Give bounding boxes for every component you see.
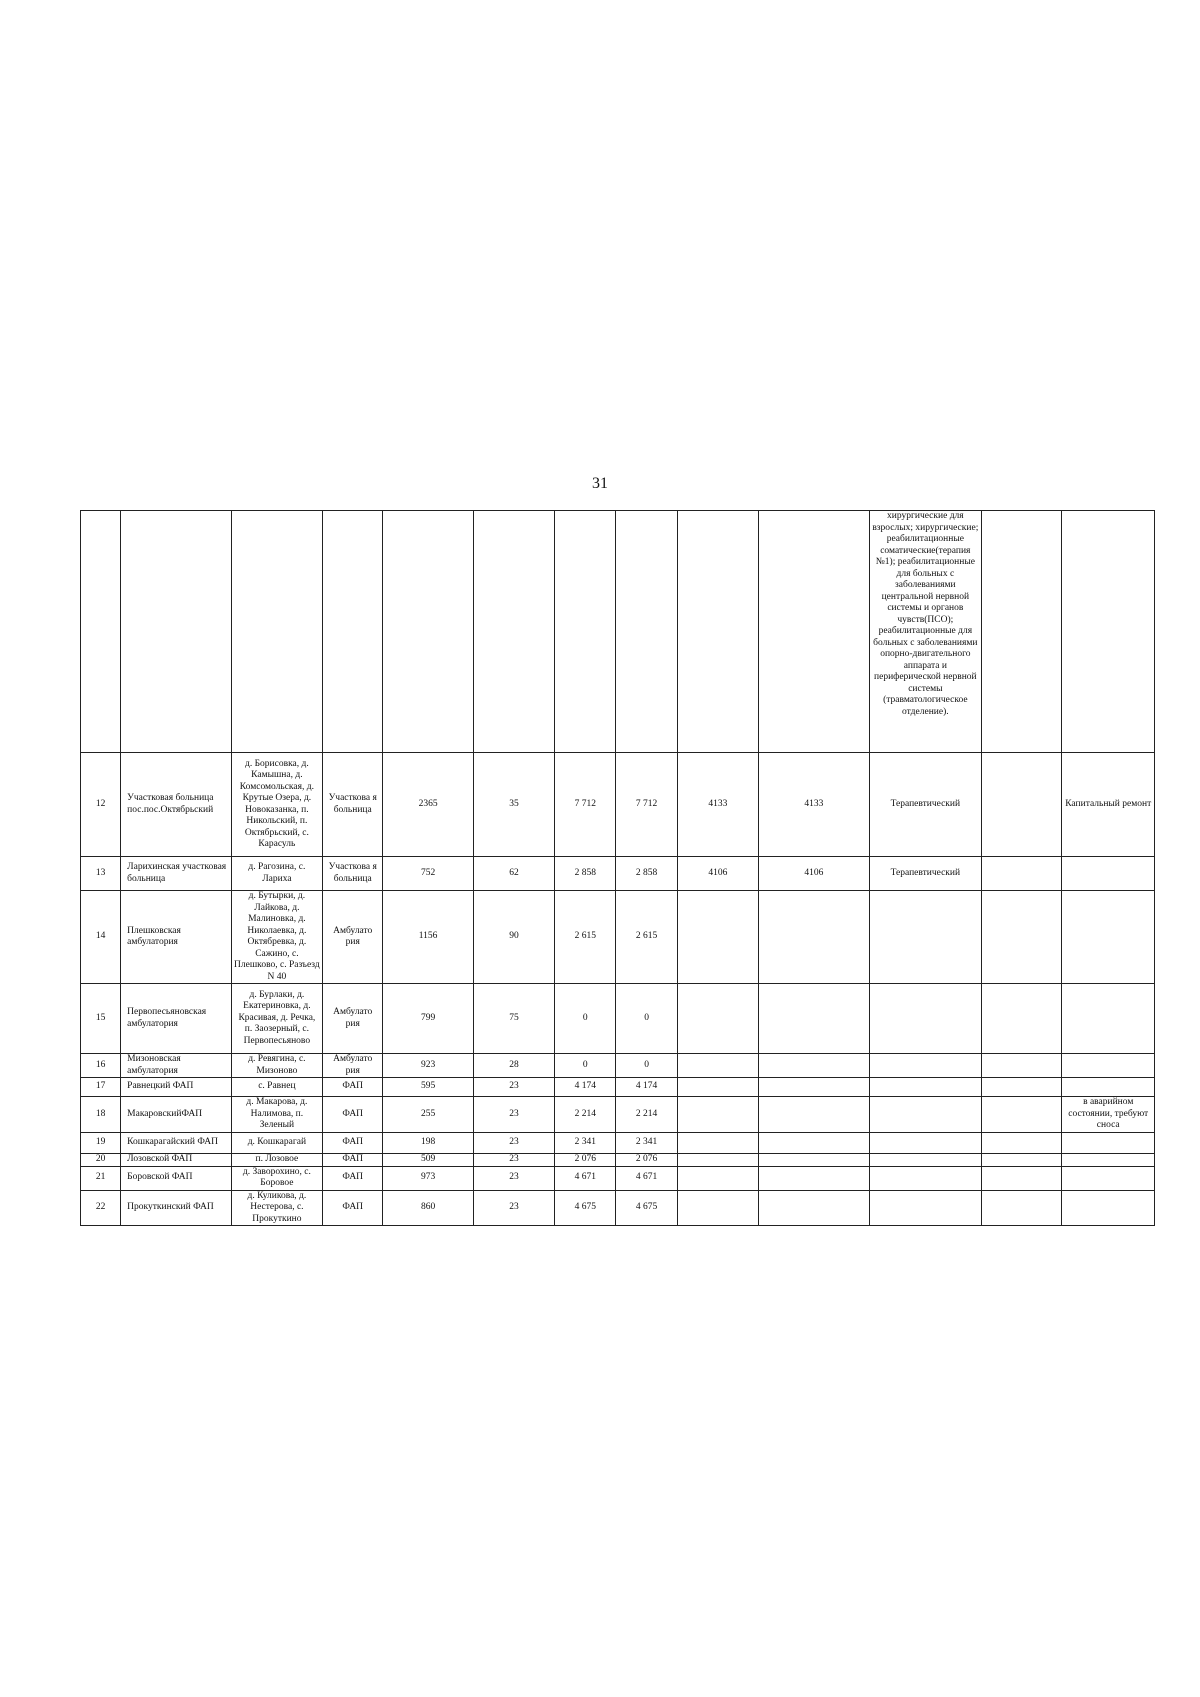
area-2-cell: 4 671 (616, 1166, 677, 1190)
facility-type-cell: Участкова я больница (323, 753, 383, 857)
note-cell (1062, 1132, 1155, 1153)
distance-cell: 90 (473, 891, 554, 984)
population-cell: 1156 (383, 891, 473, 984)
profile-cell (869, 1190, 982, 1226)
table-row (81, 857, 1155, 891)
profile-cell (869, 891, 982, 984)
facility-name-cell: Ларихинская участковая больница (121, 857, 232, 891)
distance-cell: 23 (473, 1166, 554, 1190)
table-row-continuation (81, 511, 1155, 753)
value-10-cell (759, 1132, 870, 1153)
facility-type-cell: ФАП (323, 1190, 383, 1226)
row-number-cell: 22 (81, 1190, 121, 1226)
area-1-cell: 4 174 (555, 1078, 616, 1097)
population-cell: 860 (383, 1190, 473, 1226)
value-10-cell: 4106 (759, 857, 870, 891)
area-2-cell: 0 (616, 1054, 677, 1078)
profile-cell (869, 1153, 982, 1166)
note-cell (1062, 891, 1155, 984)
area-1-cell: 2 076 (555, 1153, 616, 1166)
population-cell: 509 (383, 1153, 473, 1166)
settlements-cell: д. Куликова, д. Нестерова, с. Прокуткино (231, 1190, 322, 1226)
facility-type-cell: ФАП (323, 1097, 383, 1133)
table-cell (677, 511, 758, 753)
value-9-cell (677, 1097, 758, 1133)
area-2-cell: 2 341 (616, 1132, 677, 1153)
facility-type-cell: Амбулато рия (323, 984, 383, 1054)
table-row (81, 1153, 1155, 1166)
facility-type-cell: Участкова я больница (323, 857, 383, 891)
facility-name-cell: Первопесьяновская амбулатория (121, 984, 232, 1054)
area-2-cell: 2 858 (616, 857, 677, 891)
area-2-cell: 2 214 (616, 1097, 677, 1133)
note-cell (1062, 1166, 1155, 1190)
table-cell (1062, 511, 1155, 753)
distance-cell: 75 (473, 984, 554, 1054)
area-2-cell: 2 615 (616, 891, 677, 984)
profile-cell (869, 1166, 982, 1190)
population-cell: 2365 (383, 753, 473, 857)
facility-name-cell: Плешковская амбулатория (121, 891, 232, 984)
note-cell (1062, 984, 1155, 1054)
settlements-cell: д. Рагозина, с. Лариха (231, 857, 322, 891)
facility-type-cell: Амбулато рия (323, 1054, 383, 1078)
settlements-cell: д. Бутырки, д. Лайкова, д. Малиновка, д. Николаевка, д. Октябревка, д. Сажино, с. Плешково, с. Разъезд N 40 (231, 891, 322, 984)
value-9-cell (677, 1054, 758, 1078)
value-12-cell (982, 1132, 1062, 1153)
settlements-cell: п. Лозовое (231, 1153, 322, 1166)
note-cell (1062, 1078, 1155, 1097)
value-10-cell (759, 1054, 870, 1078)
value-10-cell (759, 1190, 870, 1226)
settlements-cell: д. Заворохино, с. Боровое (231, 1166, 322, 1190)
value-12-cell (982, 1097, 1062, 1133)
table-cell (323, 511, 383, 753)
page-number: 31 (592, 475, 608, 492)
value-10-cell (759, 1153, 870, 1166)
value-12-cell (982, 984, 1062, 1054)
value-9-cell (677, 1190, 758, 1226)
row-number-cell: 17 (81, 1078, 121, 1097)
table-cell (555, 511, 616, 753)
facility-type-cell: ФАП (323, 1166, 383, 1190)
profile-cell: Терапевтический (869, 857, 982, 891)
area-2-cell: 4 675 (616, 1190, 677, 1226)
profile-cell: Терапевтический (869, 753, 982, 857)
distance-cell: 23 (473, 1132, 554, 1153)
table-row (81, 1190, 1155, 1226)
note-cell (1062, 1054, 1155, 1078)
profile-cell (869, 1078, 982, 1097)
table-row (81, 984, 1155, 1054)
facility-name-cell: Участковая больница пос.пос.Октябрьский (121, 753, 232, 857)
row-number-cell: 12 (81, 753, 121, 857)
table-cell (383, 511, 473, 753)
facility-type-cell: ФАП (323, 1132, 383, 1153)
population-cell: 923 (383, 1054, 473, 1078)
value-10-cell (759, 1078, 870, 1097)
table-row (81, 753, 1155, 857)
table-cell (982, 511, 1062, 753)
population-cell: 799 (383, 984, 473, 1054)
value-12-cell (982, 1153, 1062, 1166)
table-row (81, 1132, 1155, 1153)
value-12-cell (982, 1054, 1062, 1078)
value-9-cell (677, 891, 758, 984)
value-9-cell (677, 1078, 758, 1097)
area-1-cell: 2 341 (555, 1132, 616, 1153)
row-number-cell: 13 (81, 857, 121, 891)
facility-name-cell: Боровской ФАП (121, 1166, 232, 1190)
profile-cell (869, 984, 982, 1054)
distance-cell: 35 (473, 753, 554, 857)
value-9-cell (677, 984, 758, 1054)
settlements-cell: д. Кошкарагай (231, 1132, 322, 1153)
area-1-cell: 2 615 (555, 891, 616, 984)
area-1-cell: 0 (555, 984, 616, 1054)
row-number-cell: 21 (81, 1166, 121, 1190)
distance-cell: 23 (473, 1097, 554, 1133)
value-9-cell (677, 1166, 758, 1190)
distance-cell: 23 (473, 1190, 554, 1226)
facility-name-cell: Мизоновская амбулатория (121, 1054, 232, 1078)
area-2-cell: 2 076 (616, 1153, 677, 1166)
facilities-table (80, 510, 1155, 1226)
table-cell (473, 511, 554, 753)
settlements-cell: с. Равнец (231, 1078, 322, 1097)
table-row (81, 1054, 1155, 1078)
population-cell: 595 (383, 1078, 473, 1097)
note-cell: в аварийном состоянии, требуют сноса (1062, 1097, 1155, 1133)
value-10-cell (759, 1097, 870, 1133)
note-cell (1062, 1153, 1155, 1166)
value-12-cell (982, 1190, 1062, 1226)
population-cell: 752 (383, 857, 473, 891)
table-cell (231, 511, 322, 753)
value-10-cell (759, 891, 870, 984)
table-body (81, 511, 1155, 1226)
area-1-cell: 7 712 (555, 753, 616, 857)
table-cell (121, 511, 232, 753)
value-9-cell (677, 1132, 758, 1153)
distance-cell: 28 (473, 1054, 554, 1078)
area-1-cell: 0 (555, 1054, 616, 1078)
facility-type-cell: ФАП (323, 1078, 383, 1097)
table-row (81, 1078, 1155, 1097)
value-10-cell: 4133 (759, 753, 870, 857)
facility-type-cell: ФАП (323, 1153, 383, 1166)
value-12-cell (982, 891, 1062, 984)
area-1-cell: 4 671 (555, 1166, 616, 1190)
population-cell: 198 (383, 1132, 473, 1153)
row-number-cell: 15 (81, 984, 121, 1054)
row-number-cell: 20 (81, 1153, 121, 1166)
value-9-cell: 4133 (677, 753, 758, 857)
area-2-cell: 0 (616, 984, 677, 1054)
table-row (81, 1166, 1155, 1190)
settlements-cell: д. Бурлаки, д. Екатериновка, д. Красивая, д. Речка, п. Заозерный, с. Первопесьяново (231, 984, 322, 1054)
distance-cell: 23 (473, 1153, 554, 1166)
settlements-cell: д. Борисовка, д. Камышна, д. Комсомольская, д. Крутые Озера, д. Новоказанка, п. Никольский, п. Октябрьский, с. Карасуль (231, 753, 322, 857)
table-row (81, 1097, 1155, 1133)
area-1-cell: 4 675 (555, 1190, 616, 1226)
table-cell (616, 511, 677, 753)
value-10-cell (759, 984, 870, 1054)
facility-name-cell: Лозовской ФАП (121, 1153, 232, 1166)
area-1-cell: 2 858 (555, 857, 616, 891)
row-number-cell: 16 (81, 1054, 121, 1078)
settlements-cell: д. Макарова, д. Налимова, п. Зеленый (231, 1097, 322, 1133)
note-cell (1062, 857, 1155, 891)
value-12-cell (982, 857, 1062, 891)
distance-cell: 23 (473, 1078, 554, 1097)
profile-cell (869, 1132, 982, 1153)
value-10-cell (759, 1166, 870, 1190)
settlements-cell: д. Ревягина, с. Мизоново (231, 1054, 322, 1078)
value-9-cell (677, 1153, 758, 1166)
table-cell (759, 511, 870, 753)
note-cell: Капитальный ремонт (1062, 753, 1155, 857)
value-9-cell: 4106 (677, 857, 758, 891)
area-2-cell: 7 712 (616, 753, 677, 857)
facility-name-cell: МакаровскийФАП (121, 1097, 232, 1133)
distance-cell: 62 (473, 857, 554, 891)
profile-cell (869, 1097, 982, 1133)
table-cell (81, 511, 121, 753)
area-2-cell: 4 174 (616, 1078, 677, 1097)
value-12-cell (982, 1078, 1062, 1097)
profile-cell: хирургические для взрослых; хирургические; реабилитационные соматические(терапия №1); реабилитационные для больных с заболеваниями центральной нервной системы и органов чувств(ПСО); реабилитационные для больных с заболеваниями опорно-двигательного аппарата и периферической нервной системы (травматологическое отделение). (869, 511, 982, 753)
row-number-cell: 14 (81, 891, 121, 984)
facility-type-cell: Амбулато рия (323, 891, 383, 984)
value-12-cell (982, 1166, 1062, 1190)
table-row (81, 891, 1155, 984)
row-number-cell: 19 (81, 1132, 121, 1153)
population-cell: 973 (383, 1166, 473, 1190)
profile-cell (869, 1054, 982, 1078)
area-1-cell: 2 214 (555, 1097, 616, 1133)
note-cell (1062, 1190, 1155, 1226)
value-12-cell (982, 753, 1062, 857)
facility-name-cell: Прокуткинский ФАП (121, 1190, 232, 1226)
facility-name-cell: Кошкарагайский ФАП (121, 1132, 232, 1153)
facility-name-cell: Равнецкий ФАП (121, 1078, 232, 1097)
row-number-cell: 18 (81, 1097, 121, 1133)
population-cell: 255 (383, 1097, 473, 1133)
